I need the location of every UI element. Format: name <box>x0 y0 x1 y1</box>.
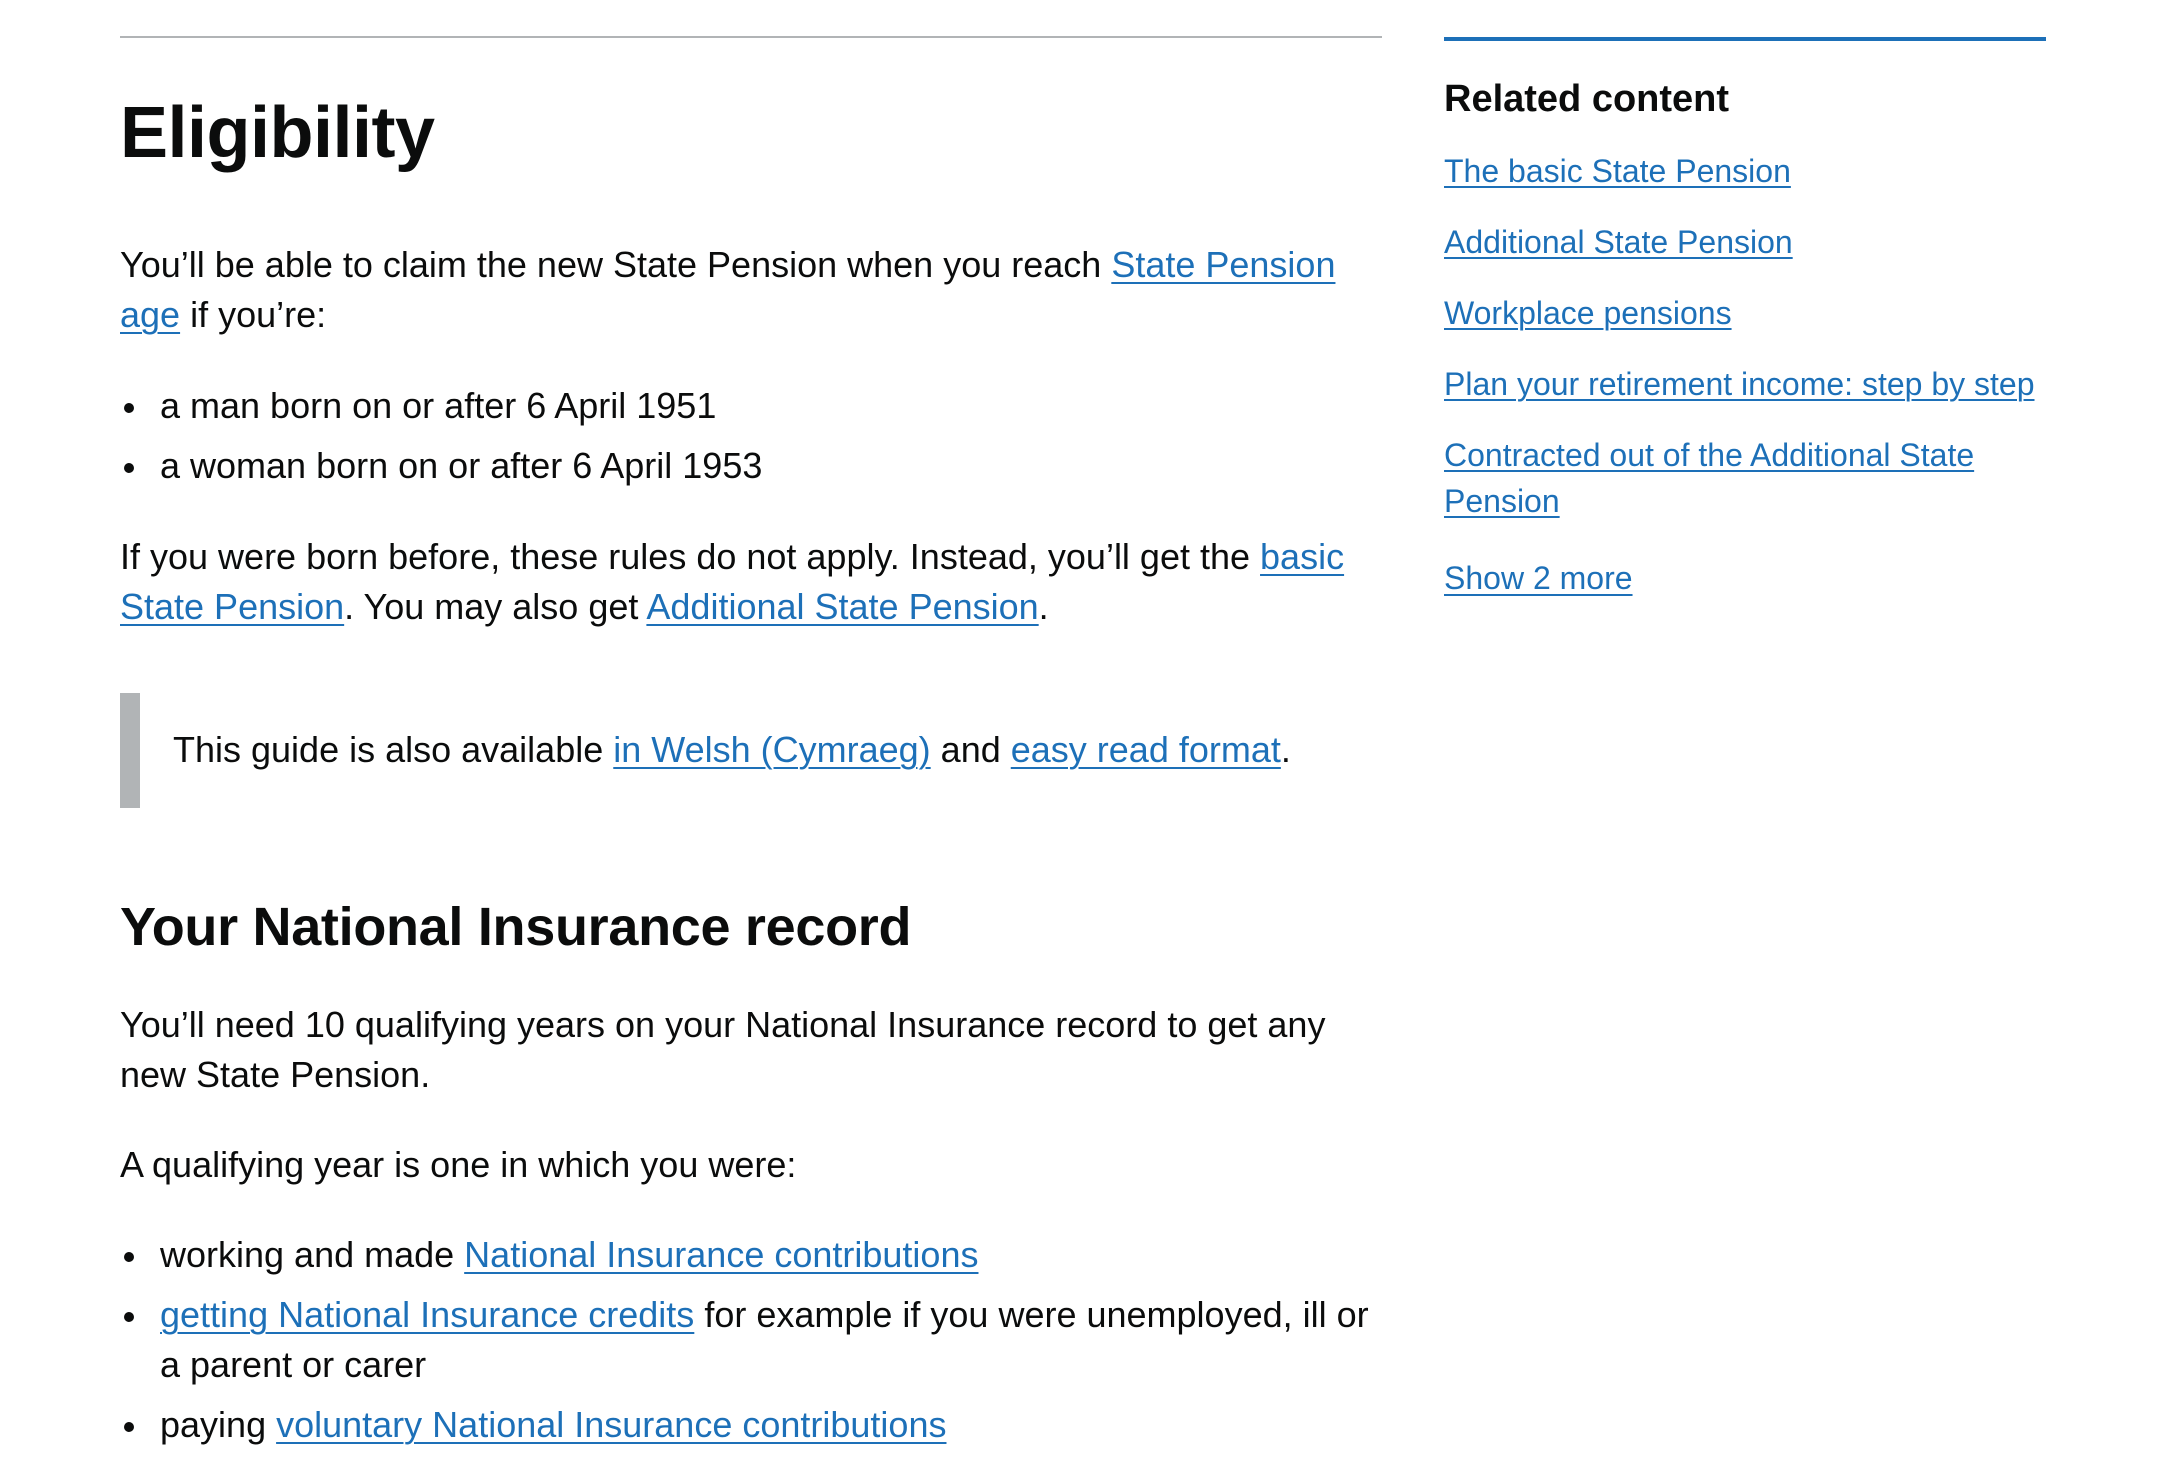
intro-text-after: if you’re: <box>180 294 327 335</box>
basic-state-pension-link[interactable]: basic State Pension <box>120 536 1345 627</box>
related-link-contracted-out[interactable]: Contracted out of the Additional State Pension <box>1444 437 1975 519</box>
list-item: a woman born on or after 6 April 1953 <box>120 441 1382 491</box>
related-link-basic-state-pension[interactable]: The basic State Pension <box>1444 153 1791 189</box>
list-item <box>1444 219 2046 265</box>
list-item <box>120 1230 1382 1280</box>
list-item <box>120 1400 1382 1450</box>
additional-state-pension-link[interactable]: Additional State Pension <box>646 586 1039 627</box>
main-top-rule <box>120 36 1382 38</box>
voluntary-ni-link[interactable]: voluntary National Insurance contributions <box>276 1404 947 1445</box>
qualifying-text-before: working and made <box>160 1234 465 1275</box>
ni-contributions-link[interactable]: National Insurance contributions <box>464 1234 979 1275</box>
inset-paragraph <box>173 725 1291 775</box>
qualifying-text-after: for example if you were unemployed, ill or a parent or carer <box>160 1294 1369 1385</box>
qualifying-list <box>120 1230 1382 1460</box>
ni-record-heading: Your National Insurance record <box>120 897 912 957</box>
welsh-guide-link[interactable]: in Welsh (Cymraeg) <box>613 729 931 770</box>
list-item: a man born on or after 6 April 1951 <box>120 381 1382 431</box>
list-item <box>120 1290 1382 1390</box>
inset-bar <box>120 693 140 808</box>
ni-record-paragraph: You’ll need 10 qualifying years on your National Insurance record to get any new State Pension. <box>120 1004 1326 1095</box>
state-pension-age-link[interactable]: State Pension age <box>120 244 1336 335</box>
born-before-paragraph <box>120 532 1382 632</box>
intro-text-before: You’ll be able to claim the new State Pension when you reach <box>120 244 1112 285</box>
inset-text-middle: and <box>930 729 1011 770</box>
show-more-link[interactable]: Show 2 more <box>1444 560 1633 596</box>
page-title: Eligibility <box>120 93 435 173</box>
eligibility-list <box>120 381 1382 501</box>
born-before-text: If you were born before, these rules do not apply. Instead, you’ll get the <box>120 536 1261 577</box>
list-item <box>1444 432 2046 524</box>
related-link-additional-state-pension[interactable]: Additional State Pension <box>1444 224 1793 260</box>
list-item <box>1444 290 2046 336</box>
born-before-middle: . You may also get <box>344 586 647 627</box>
inset-text-block <box>120 693 1382 808</box>
related-content-rule <box>1444 37 2046 41</box>
intro-paragraph <box>120 240 1382 340</box>
qualifying-year-intro: A qualifying year is one in which you were: <box>120 1144 797 1185</box>
ni-credits-link[interactable]: getting National Insurance credits <box>160 1294 695 1335</box>
born-before-after: . <box>1038 586 1049 627</box>
qualifying-text-before: paying <box>160 1404 277 1445</box>
list-item <box>1444 361 2046 407</box>
related-link-workplace-pensions[interactable]: Workplace pensions <box>1444 295 1732 331</box>
inset-text-after: . <box>1280 729 1291 770</box>
related-content-heading: Related content <box>1444 78 1730 120</box>
list-item <box>1444 148 2046 194</box>
inset-text-before: This guide is also available <box>173 729 614 770</box>
easy-read-link[interactable]: easy read format <box>1010 729 1281 770</box>
related-link-plan-retirement[interactable]: Plan your retirement income: step by step <box>1444 366 2035 402</box>
related-content-list <box>1444 148 2046 549</box>
